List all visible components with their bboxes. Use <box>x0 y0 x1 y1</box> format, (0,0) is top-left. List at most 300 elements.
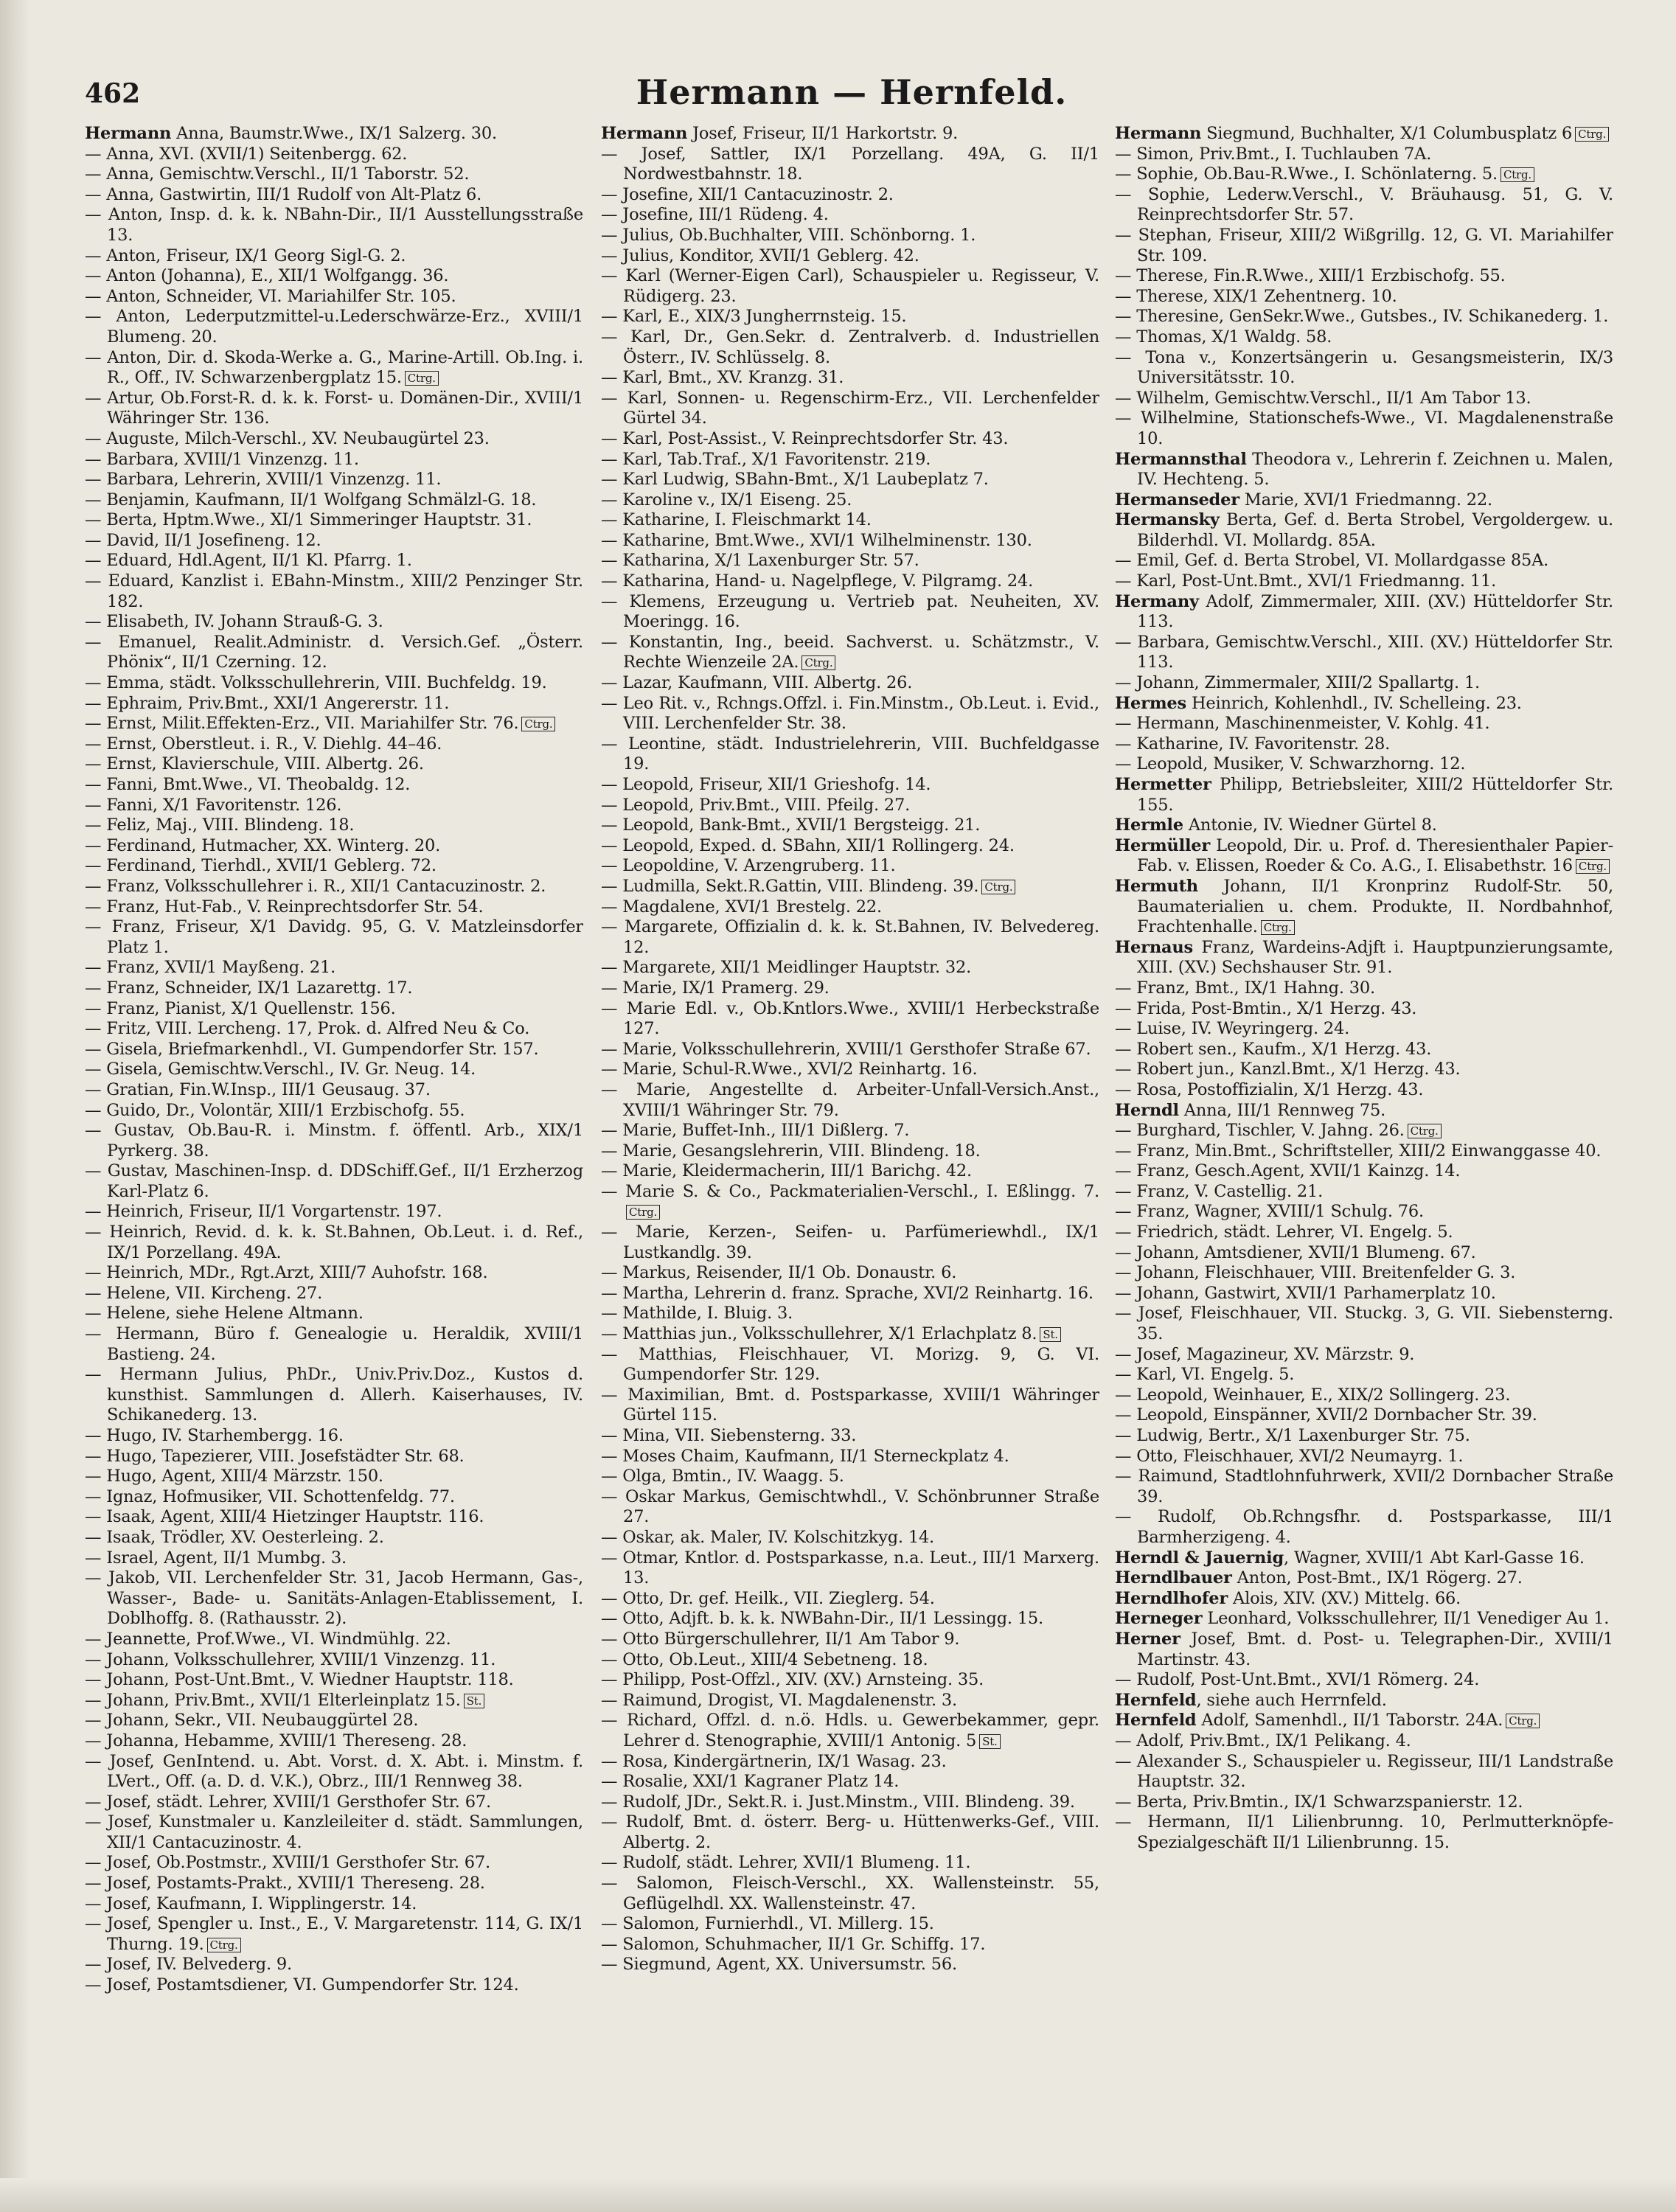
directory-entry <box>1115 754 1613 775</box>
directory-entry <box>85 1812 583 1853</box>
entry-text: Adolf, Samenhdl., II/1 Taborstr. 24A. <box>1196 1711 1503 1731</box>
directory-entry <box>85 714 583 734</box>
directory-entry <box>85 1691 583 1711</box>
entry-text: — Alexander S., Schauspieler u. Regisseur, III/1 Landstraße Hauptstr. 32. <box>1115 1751 1613 1792</box>
entry-text: — Ephraim, Priv.Bmt., XXI/1 Angererstr. 11. <box>85 693 450 713</box>
entry-text: — Leopoldine, V. Arzengruberg. 11. <box>601 856 896 876</box>
directory-entry <box>601 1263 1099 1284</box>
entry-text: — Matthias jun., Volksschullehrer, X/1 Erlachplatz 8. <box>601 1324 1037 1344</box>
directory-entry <box>1115 1304 1613 1344</box>
entry-text: — Katharina, X/1 Laxenburger Str. 57. <box>601 551 919 571</box>
directory-entry <box>1115 1792 1613 1813</box>
directory-entry <box>601 1914 1099 1935</box>
entry-text: — Johann, Gastwirt, XVII/1 Parhamerplatz 10. <box>1115 1283 1496 1303</box>
directory-entry <box>1115 633 1613 673</box>
entry-text: — Simon, Priv.Bmt., I. Tuchlauben 7A. <box>1115 144 1432 164</box>
directory-entry <box>1115 1182 1613 1203</box>
directory-entry <box>85 1731 583 1752</box>
entry-text: — Anton, Schneider, VI. Mariahilfer Str. 105. <box>85 286 456 306</box>
entry-text: — Johann, Sekr., VII. Neubauggürtel 28. <box>85 1711 419 1731</box>
directory-entry <box>601 1284 1099 1304</box>
directory-entry <box>85 612 583 633</box>
entry-text: — Magdalene, XVI/1 Brestelg. 22. <box>601 897 882 917</box>
directory-entry <box>85 510 583 531</box>
entry-text: — Olga, Bmtin., IV. Waagg. 5. <box>601 1467 844 1486</box>
directory-entry <box>1115 1609 1613 1630</box>
page-header <box>85 72 1618 116</box>
directory-entry <box>1115 145 1613 165</box>
directory-entry <box>85 1792 583 1813</box>
entry-text: — Barbara, Lehrerin, XVIII/1 Vinzenzg. 11. <box>85 470 442 490</box>
entry-text: — Tona v., Konzertsängerin u. Gesangsmeisterin, IX/3 Universitätsstr. 10. <box>1115 347 1613 388</box>
directory-entry <box>1115 1405 1613 1426</box>
entry-surname: Hermuth <box>1115 876 1198 896</box>
entry-surname: Hermetter <box>1115 775 1211 794</box>
entry-surname: Hermanseder <box>1115 490 1239 509</box>
entry-text: — Salomon, Furnierhdl., VI. Millerg. 15. <box>601 1914 934 1934</box>
entry-tag-badge: Ctrg. <box>802 655 835 670</box>
entry-text: — Karl, Sonnen- u. Regenschirm-Erz., VII. Lerchenfelder Gürtel 34. <box>601 388 1099 428</box>
directory-entry <box>1115 408 1613 449</box>
entry-surname: Herneger <box>1115 1609 1203 1629</box>
entry-text: — Johann, Zimmermaler, XIII/2 Spallartg. 1. <box>1115 673 1480 693</box>
directory-entry <box>85 1630 583 1650</box>
directory-entry <box>601 1528 1099 1548</box>
entry-text: — Otto Bürgerschullehrer, II/1 Am Tabor 9. <box>601 1629 960 1649</box>
entry-text: — Robert sen., Kaufm., X/1 Herzg. 43. <box>1115 1039 1432 1059</box>
directory-entry <box>601 1182 1099 1222</box>
directory-entry <box>1115 185 1613 226</box>
entry-text: — Emil, Gef. d. Berta Strobel, VI. Mollardgasse 85A. <box>1115 551 1549 571</box>
entry-text: — Franz, XVII/1 Mayßeng. 21. <box>85 958 336 978</box>
entry-text: — Franz, Min.Bmt., Schriftsteller, XIII/2 Einwanggasse 40. <box>1115 1141 1602 1161</box>
entry-text: — Katharine, I. Fleischmarkt 14. <box>601 510 872 530</box>
entry-text: — Marie, Angestellte d. Arbeiter-Unfall-Versich.Anst., XVIII/1 Währinger Str. 79. <box>601 1079 1099 1120</box>
directory-entry <box>601 815 1099 836</box>
entry-text: — Anna, Gemischtw.Verschl., II/1 Taborstr. 52. <box>85 164 470 184</box>
directory-entry <box>601 1935 1099 1955</box>
entry-text: Antonie, IV. Wiedner Gürtel 8. <box>1183 815 1437 835</box>
directory-entry <box>601 1304 1099 1324</box>
directory-entry <box>1115 815 1613 836</box>
directory-entry <box>601 1324 1099 1345</box>
entry-text: — Ernst, Milit.Effekten-Erz., VII. Mariahilfer Str. 76. <box>85 714 519 734</box>
entry-text: — Josef, Postamtsdiener, VI. Gumpendorfer Str. 124. <box>85 1975 519 1995</box>
entry-text: — Franz, V. Castellig. 21. <box>1115 1181 1324 1201</box>
entry-text: — Ernst, Oberstleut. i. R., V. Diehlg. 44–46. <box>85 734 442 754</box>
directory-entry <box>85 1752 583 1792</box>
entry-text: Leopold, Dir. u. Prof. d. Theresienthaler Papier-Fab. v. Elissen, Roeder & Co. A.G., I. Elisabethstr. 16 <box>1137 835 1613 876</box>
entry-text: — Anton, Insp. d. k. k. NBahn-Dir., II/1 Ausstellungsstraße 13. <box>85 205 583 245</box>
entry-text: — Fanni, Bmt.Wwe., VI. Theobaldg. 12. <box>85 775 411 794</box>
directory-entry <box>601 633 1099 673</box>
directory-entry <box>85 450 583 470</box>
entry-text: — Mina, VII. Siebensterng. 33. <box>601 1426 857 1445</box>
directory-entry <box>601 1670 1099 1691</box>
directory-entry <box>1115 1711 1613 1731</box>
entry-text: — Raimund, Stadtlohnfuhrwerk, XVII/2 Dornbacher Straße 39. <box>1115 1467 1613 1506</box>
directory-entry <box>601 226 1099 246</box>
directory-entry <box>601 673 1099 694</box>
directory-entry <box>601 1487 1099 1528</box>
entry-text: — Gratian, Fin.W.Insp., III/1 Geusaug. 37. <box>85 1079 431 1099</box>
entry-text: — Emma, städt. Volksschullehrerin, VIII. Buchfeldg. 19. <box>85 673 547 693</box>
entry-text: — Marie, Buffet-Inh., III/1 Dißlerg. 7. <box>601 1121 910 1141</box>
entry-text: — Anna, Gastwirtin, III/1 Rudolf von Alt-Platz 6. <box>85 184 482 204</box>
directory-entry <box>601 592 1099 633</box>
directory-entry <box>85 734 583 755</box>
directory-entry <box>601 246 1099 267</box>
directory-entry <box>85 124 583 145</box>
entry-text: — Leopold, Priv.Bmt., VIII. Pfeilg. 27. <box>601 795 911 815</box>
directory-entry <box>601 307 1099 327</box>
entry-tag-badge: St. <box>464 1694 484 1708</box>
directory-entry <box>1115 1040 1613 1060</box>
directory-entry <box>601 734 1099 775</box>
directory-entry <box>601 1385 1099 1426</box>
directory-entry <box>1115 1141 1613 1162</box>
directory-entry <box>85 815 583 836</box>
entry-text: — Johanna, Hebamme, XVIII/1 Thereseng. 28. <box>85 1731 467 1750</box>
directory-entry <box>601 571 1099 592</box>
directory-entry <box>1115 1019 1613 1040</box>
directory-entry <box>85 246 583 267</box>
directory-entry <box>85 1650 583 1671</box>
directory-entry <box>85 145 583 165</box>
entry-surname: Hermany <box>1115 591 1199 611</box>
directory-entry <box>1115 1080 1613 1101</box>
entry-text: — Leopold, Einspänner, XVII/2 Dornbacher Str. 39. <box>1115 1405 1537 1425</box>
directory-entry <box>85 1426 583 1447</box>
entry-text: — Jakob, VII. Lerchenfelder Str. 31, Jacob Hermann, Gas-, Wasser-, Bade- u. Sanitäts-Anlagen-Etablissement, I. Doblhoffg. 8. (Rathausstr. 2). <box>85 1568 583 1629</box>
directory-entry <box>601 999 1099 1040</box>
entry-text: — Leopold, Friseur, XII/1 Grieshofg. 14. <box>601 775 931 794</box>
directory-entry <box>85 1711 583 1731</box>
entry-surname: Hermann <box>1115 124 1202 143</box>
directory-entry <box>601 877 1099 897</box>
directory-entry <box>601 1121 1099 1141</box>
directory-entry <box>85 694 583 714</box>
entry-text: — Johann, Amtsdiener, XVII/1 Blumeng. 67. <box>1115 1242 1476 1262</box>
directory-entry <box>85 1914 583 1955</box>
entry-text: — Leo Rit. v., Rchngs.Offzl. i. Fin.Minstm., Ob.Leut. i. Evid., VIII. Lerchenfelder Str. 38. <box>601 693 1099 734</box>
directory-entry <box>601 775 1099 796</box>
entry-text: — Hugo, Agent, XIII/4 Märzstr. 150. <box>85 1467 383 1486</box>
entry-text: Anna, III/1 Rennweg 75. <box>1178 1100 1386 1120</box>
entry-text: — Therese, Fin.R.Wwe., XIII/1 Erzbischofg. 55. <box>1115 266 1506 286</box>
entry-text: — Salomon, Fleisch-Verschl., XX. Wallensteinstr. 55, Geflügelhdl. XX. Wallensteinstr. 47. <box>601 1874 1099 1913</box>
entry-text: — Josef, IV. Belvederg. 9. <box>85 1955 292 1975</box>
entry-surname: Hermansky <box>1115 510 1220 530</box>
entry-tag-badge: Ctrg. <box>1261 920 1295 935</box>
directory-entry <box>1115 694 1613 714</box>
entry-text: — Marie, Kleidermacherin, III/1 Barichg. 42. <box>601 1161 972 1181</box>
entry-text: — Karl (Werner-Eigen Carl), Schauspieler u. Regisseur, V. Rüdigerg. 23. <box>601 266 1099 306</box>
directory-entry <box>1115 938 1613 978</box>
directory-entry <box>1115 1507 1613 1548</box>
entry-text: — Marie, Gesangslehrerin, VIII. Blindeng. 18. <box>601 1141 981 1161</box>
directory-entry <box>85 1955 583 1975</box>
entry-text: — Franz, Gesch.Agent, XVII/1 Kainzg. 14. <box>1115 1161 1461 1181</box>
directory-entry <box>601 1853 1099 1874</box>
entry-surname: Hermes <box>1115 693 1187 713</box>
directory-entry <box>1115 1568 1613 1589</box>
entry-text: — Artur, Ob.Forst-R. d. k. k. Forst- u. Domänen-Dir., XVIII/1 Währinger Str. 136. <box>85 388 583 428</box>
directory-entry <box>85 1467 583 1487</box>
entry-text: — Anton (Johanna), E., XII/1 Wolfgangg. 36. <box>85 266 449 286</box>
entry-text: — Hermann Julius, PhDr., Univ.Priv.Doz., Kustos d. kunsthist. Sammlungen d. Allerh. Kaiserhauses, IV. Schikanederg. 13. <box>85 1365 583 1425</box>
entry-text: — Salomon, Schuhmacher, II/1 Gr. Schiffg. 17. <box>601 1934 986 1954</box>
entry-text: — Berta, Priv.Bmtin., IX/1 Schwarzspanierstr. 12. <box>1115 1792 1523 1812</box>
entry-text: — Johann, Priv.Bmt., XVII/1 Elterleinplatz 15. <box>85 1690 461 1710</box>
entry-text: Franz, Wardeins-Adjft i. Hauptpunzierungsamte, XIII. (XV.) Sechshauser Str. 91. <box>1137 937 1613 978</box>
directory-entry <box>85 836 583 857</box>
directory-entry <box>601 389 1099 429</box>
directory-entry <box>1115 1222 1613 1243</box>
directory-entry <box>1115 836 1613 877</box>
entry-text: — Karl, E., XIX/3 Jungherrnsteig. 15. <box>601 307 907 327</box>
entry-surname: Hermann <box>85 124 172 143</box>
directory-entry <box>1115 1589 1613 1610</box>
entry-text: Siegmund, Buchhalter, X/1 Columbusplatz 6 <box>1201 124 1573 143</box>
entry-surname: Hernaus <box>1115 937 1193 957</box>
entry-text: — Richard, Offzl. d. n.ö. Hdls. u. Gewerbekammer, gepr. Lehrer d. Stenographie, XVIII/1 Antonig. 5 <box>601 1711 1099 1750</box>
entry-text: — Anna, XVI. (XVII/1) Seitenbergg. 62. <box>85 144 408 164</box>
directory-entry <box>1115 775 1613 815</box>
entry-text: — Karl, Tab.Traf., X/1 Favoritenstr. 219. <box>601 449 931 469</box>
directory-entry <box>1115 877 1613 938</box>
directory-entry <box>85 307 583 347</box>
directory-entry <box>85 1548 583 1569</box>
column-2 <box>601 124 1099 2181</box>
entry-text: — Franz, Pianist, X/1 Quellenstr. 156. <box>85 998 396 1018</box>
entry-text: — Marie, Kerzen-, Seifen- u. Parfümeriewhdl., IX/1 Lustkandlg. 39. <box>601 1222 1099 1262</box>
entry-text: — Barbara, XVIII/1 Vinzenzg. 11. <box>85 449 359 469</box>
directory-entry <box>1115 490 1613 511</box>
directory-entry <box>85 1324 583 1365</box>
entry-text: — David, II/1 Josefineng. 12. <box>85 530 321 550</box>
directory-entry <box>601 1060 1099 1080</box>
entry-text: — Josef, GenIntend. u. Abt. Vorst. d. X. Abt. i. Minstm. f. LVert., Off. (a. D. d. V.K.), Obrz., III/1 Rennweg 38. <box>85 1751 583 1792</box>
entry-text: — Julius, Ob.Buchhalter, VIII. Schönborng. 1. <box>601 225 976 245</box>
entry-text: Leonhard, Volksschullehrer, II/1 Venediger Au 1. <box>1202 1609 1610 1629</box>
directory-entry <box>1115 673 1613 694</box>
entry-text: — Karl, Post-Unt.Bmt., XVI/1 Friedmanng. 11. <box>1115 571 1497 591</box>
page-shadow-bottom <box>0 2178 1676 2212</box>
directory-entry <box>1115 1263 1613 1284</box>
directory-entry <box>601 1548 1099 1589</box>
directory-entry <box>1115 592 1613 633</box>
entry-text: Adolf, Zimmermaler, XIII. (XV.) Hütteldorfer Str. 113. <box>1137 591 1613 632</box>
entry-text: — Sophie, Lederw.Verschl., V. Bräuhausg. 51, G. V. Reinprechtsdorfer Str. 57. <box>1115 184 1613 225</box>
directory-entry <box>601 1609 1099 1630</box>
entry-surname: Herndlhofer <box>1115 1588 1228 1608</box>
directory-entry <box>85 796 583 816</box>
directory-entry <box>601 1691 1099 1711</box>
directory-entry <box>601 1772 1099 1792</box>
entry-surname: Herner <box>1115 1629 1180 1649</box>
directory-entry <box>85 1080 583 1101</box>
directory-entry <box>85 754 583 775</box>
entry-text: — Marie Edl. v., Ob.Kntlors.Wwe., XVIII/1 Herbeckstraße 127. <box>601 998 1099 1039</box>
directory-entry <box>601 531 1099 552</box>
entry-text: — Thomas, X/1 Waldg. 58. <box>1115 327 1332 347</box>
entry-text: — Berta, Hptm.Wwe., XI/1 Simmeringer Hauptstr. 31. <box>85 510 532 530</box>
entry-text: — Marie, Volksschullehrerin, XVIII/1 Gersthofer Straße 67. <box>601 1039 1091 1059</box>
directory-entry <box>85 348 583 389</box>
directory-entry <box>1115 1121 1613 1141</box>
entry-text: — Fritz, VIII. Lercheng. 17, Prok. d. Alfred Neu & Co. <box>85 1019 530 1039</box>
directory-entry <box>1115 307 1613 327</box>
entry-tag-badge: Ctrg. <box>1408 1124 1442 1138</box>
directory-entry <box>601 1812 1099 1853</box>
entry-text: — Hugo, Tapezierer, VIII. Josefstädter Str. 68. <box>85 1446 465 1466</box>
entry-text: — Klemens, Erzeugung u. Vertrieb pat. Neuheiten, XV. Moeringg. 16. <box>601 591 1099 632</box>
directory-entry <box>85 490 583 511</box>
entry-surname: Hermle <box>1115 815 1183 835</box>
entry-text: — Emanuel, Realit.Administr. d. Versich.Gef. „Österr. Phönix“, II/1 Czerning. 12. <box>85 632 583 672</box>
directory-entry <box>85 205 583 246</box>
directory-entry <box>85 470 583 490</box>
entry-tag-badge: Ctrg. <box>521 717 555 731</box>
directory-entry <box>1115 266 1613 287</box>
directory-entry <box>601 1345 1099 1385</box>
entry-text: — Rudolf, städt. Lehrer, XVII/1 Blumeng. 11. <box>601 1853 971 1873</box>
directory-entry <box>85 958 583 978</box>
directory-entry <box>85 673 583 694</box>
entry-text: — Frida, Post-Bmtin., X/1 Herzg. 43. <box>1115 998 1417 1018</box>
entry-text: — Robert jun., Kanzl.Bmt., X/1 Herzg. 43. <box>1115 1060 1461 1079</box>
entry-text: — Leontine, städt. Industrielehrerin, VIII. Buchfeldgasse 19. <box>601 734 1099 774</box>
entry-text: Philipp, Betriebsleiter, XIII/2 Hütteldorfer Str. 155. <box>1137 775 1613 815</box>
directory-entry <box>85 1222 583 1263</box>
entry-text: Josef, Friseur, II/1 Harkortstr. 9. <box>687 124 959 143</box>
entry-text: — Moses Chaim, Kaufmann, II/1 Sterneckplatz 4. <box>601 1446 1009 1466</box>
entry-text: — Luise, IV. Weyringerg. 24. <box>1115 1019 1350 1039</box>
entry-text: — Burghard, Tischler, V. Jahng. 26. <box>1115 1121 1405 1141</box>
running-title: Hermann — Hernfeld. <box>636 72 1068 112</box>
entry-text: — Stephan, Friseur, XIII/2 Wißgrillg. 12, G. VI. Mariahilfer Str. 109. <box>1115 225 1613 265</box>
entry-text: — Helene, VII. Kircheng. 27. <box>85 1283 323 1303</box>
entry-text: — Karl, VI. Engelg. 5. <box>1115 1365 1295 1385</box>
directory-entry <box>85 266 583 287</box>
entry-tag-badge: St. <box>1040 1327 1060 1342</box>
directory-entry <box>1115 389 1613 409</box>
directory-entry <box>85 1202 583 1222</box>
entry-text: — Johann, Post-Unt.Bmt., V. Wiedner Hauptstr. 118. <box>85 1670 514 1690</box>
entry-text: Alois, XIV. (XV.) Mittelg. 66. <box>1228 1588 1461 1608</box>
directory-entry <box>601 1589 1099 1610</box>
directory-entry <box>601 470 1099 490</box>
directory-entry <box>1115 1812 1613 1853</box>
directory-entry <box>601 1630 1099 1650</box>
entry-text: — Josef, Kunstmaler u. Kanzleileiter d. städt. Sammlungen, XII/1 Cantacuzinostr. 4. <box>85 1812 583 1852</box>
directory-entry <box>601 510 1099 531</box>
directory-entry <box>1115 1548 1613 1569</box>
entry-text: — Otto, Dr. gef. Heilk., VII. Zieglerg. 54. <box>601 1588 935 1608</box>
entry-text: — Maximilian, Bmt. d. Postsparkasse, XVIII/1 Währinger Gürtel 115. <box>601 1385 1099 1425</box>
entry-text: — Josef, Postamts-Prakt., XVIII/1 Thereseng. 28. <box>85 1874 485 1893</box>
entry-text: — Hermann, Maschinenmeister, V. Kohlg. 41. <box>1115 714 1490 734</box>
entry-text: Josef, Bmt. d. Post- u. Telegraphen-Dir., XVIII/1 Martinstr. 43. <box>1137 1629 1613 1669</box>
directory-entry <box>601 368 1099 389</box>
entry-tag-badge: Ctrg. <box>405 371 439 386</box>
entry-text: — Leopold, Musiker, V. Schwarzhorng. 12. <box>1115 754 1466 774</box>
entry-text: — Rosalie, XXI/1 Kagraner Platz 14. <box>601 1772 900 1792</box>
directory-entry <box>85 429 583 450</box>
entry-text: — Julius, Konditor, XVII/1 Geblerg. 42. <box>601 246 919 265</box>
entry-text: — Rudolf, Bmt. d. österr. Berg- u. Hüttenwerks-Gef., VIII. Albertg. 2. <box>601 1812 1099 1852</box>
entry-text: Marie, XVI/1 Friedmanng. 22. <box>1239 490 1492 509</box>
entry-text: — Leopold, Exped. d. SBahn, XII/1 Rollingerg. 24. <box>601 835 1015 855</box>
directory-entry <box>85 389 583 429</box>
entry-text: — Josef, Kaufmann, I. Wipplingerstr. 14. <box>85 1893 417 1913</box>
directory-entry <box>601 958 1099 978</box>
entry-surname: Hernfeld <box>1115 1711 1197 1731</box>
entry-text: — Anton, Dir. d. Skoda-Werke a. G., Marine-Artill. Ob.Ing. i. R., Off., IV. Schwarzenbergplatz 15. <box>85 347 583 388</box>
entry-text: , siehe auch Herrnfeld. <box>1196 1690 1387 1710</box>
directory-entry <box>85 1568 583 1630</box>
directory-entry <box>1115 571 1613 592</box>
entry-text: , Wagner, XVIII/1 Abt Karl-Gasse 16. <box>1284 1548 1585 1568</box>
entry-text: — Gustav, Maschinen-Insp. d. DDSchiff.Gef., II/1 Erzherzog Karl-Platz 6. <box>85 1161 583 1201</box>
entry-surname: Hermannsthal <box>1115 449 1247 469</box>
directory-entry <box>1115 1243 1613 1264</box>
entry-text: — Martha, Lehrerin d. franz. Sprache, XVI/2 Reinhartg. 16. <box>601 1283 1093 1303</box>
directory-entry <box>85 1874 583 1894</box>
entry-text: — Franz, Volksschullehrer i. R., XII/1 Cantacuzinostr. 2. <box>85 876 546 896</box>
entry-text: — Franz, Bmt., IX/1 Hahng. 30. <box>1115 978 1375 998</box>
directory-entry <box>601 694 1099 734</box>
directory-entry <box>85 1975 583 1996</box>
entry-text: — Josef, städt. Lehrer, XVIII/1 Gersthofer Str. 67. <box>85 1792 491 1812</box>
directory-entry <box>1115 287 1613 307</box>
entry-text: — Leopold, Bank-Bmt., XVII/1 Bergsteigg. 21. <box>601 815 981 835</box>
entry-text: — Otto, Fleischhauer, XVI/2 Neumayrg. 1. <box>1115 1446 1464 1466</box>
directory-entry <box>1115 1630 1613 1670</box>
entry-text: — Matthias, Fleischhauer, VI. Morizg. 9, G. VI. Gumpendorfer Str. 129. <box>601 1344 1099 1385</box>
directory-entry <box>85 1853 583 1874</box>
entry-text: — Israel, Agent, II/1 Mumbg. 3. <box>85 1548 347 1568</box>
entry-text: — Rosa, Kindergärtnerin, IX/1 Wasag. 23. <box>601 1751 947 1771</box>
directory-entry <box>1115 348 1613 389</box>
directory-entry <box>85 1284 583 1304</box>
directory-entry <box>601 145 1099 185</box>
entry-text: — Otmar, Kntlor. d. Postsparkasse, n.a. Leut., III/1 Marxerg. 13. <box>601 1548 1099 1588</box>
entry-text: — Franz, Friseur, X/1 Davidg. 95, G. V. Matzleinsdorfer Platz 1. <box>85 917 583 957</box>
directory-entry <box>601 327 1099 368</box>
directory-entry <box>85 897 583 918</box>
entry-text: — Josef, Fleischhauer, VII. Stuckg. 3, G. VII. Siebensterng. 35. <box>1115 1304 1613 1344</box>
directory-entry <box>601 266 1099 307</box>
entry-text: — Franz, Wagner, XVIII/1 Schulg. 76. <box>1115 1202 1424 1222</box>
entry-text: — Karl Ludwig, SBahn-Bmt., X/1 Laubeplatz 7. <box>601 470 989 490</box>
entry-tag-badge: Ctrg. <box>981 880 1015 894</box>
directory-entry <box>85 633 583 673</box>
directory-entry <box>601 836 1099 857</box>
entry-surname: Hermann <box>601 124 688 143</box>
entry-text: — Therese, XIX/1 Zehentnerg. 10. <box>1115 286 1397 306</box>
directory-entry <box>601 796 1099 816</box>
directory-entry <box>1115 1365 1613 1385</box>
entry-text: — Gisela, Briefmarkenhdl., VI. Gumpendorfer Str. 157. <box>85 1039 539 1059</box>
directory-entry <box>85 1060 583 1080</box>
entry-text: — Margarete, XII/1 Meidlinger Hauptstr. 32. <box>601 958 972 978</box>
directory-entry <box>1115 450 1613 490</box>
entry-text: — Marie S. & Co., Packmaterialien-Verschl., I. Eßlingg. 7. <box>601 1181 1099 1201</box>
directory-entry <box>1115 1161 1613 1182</box>
directory-entry <box>1115 1101 1613 1121</box>
